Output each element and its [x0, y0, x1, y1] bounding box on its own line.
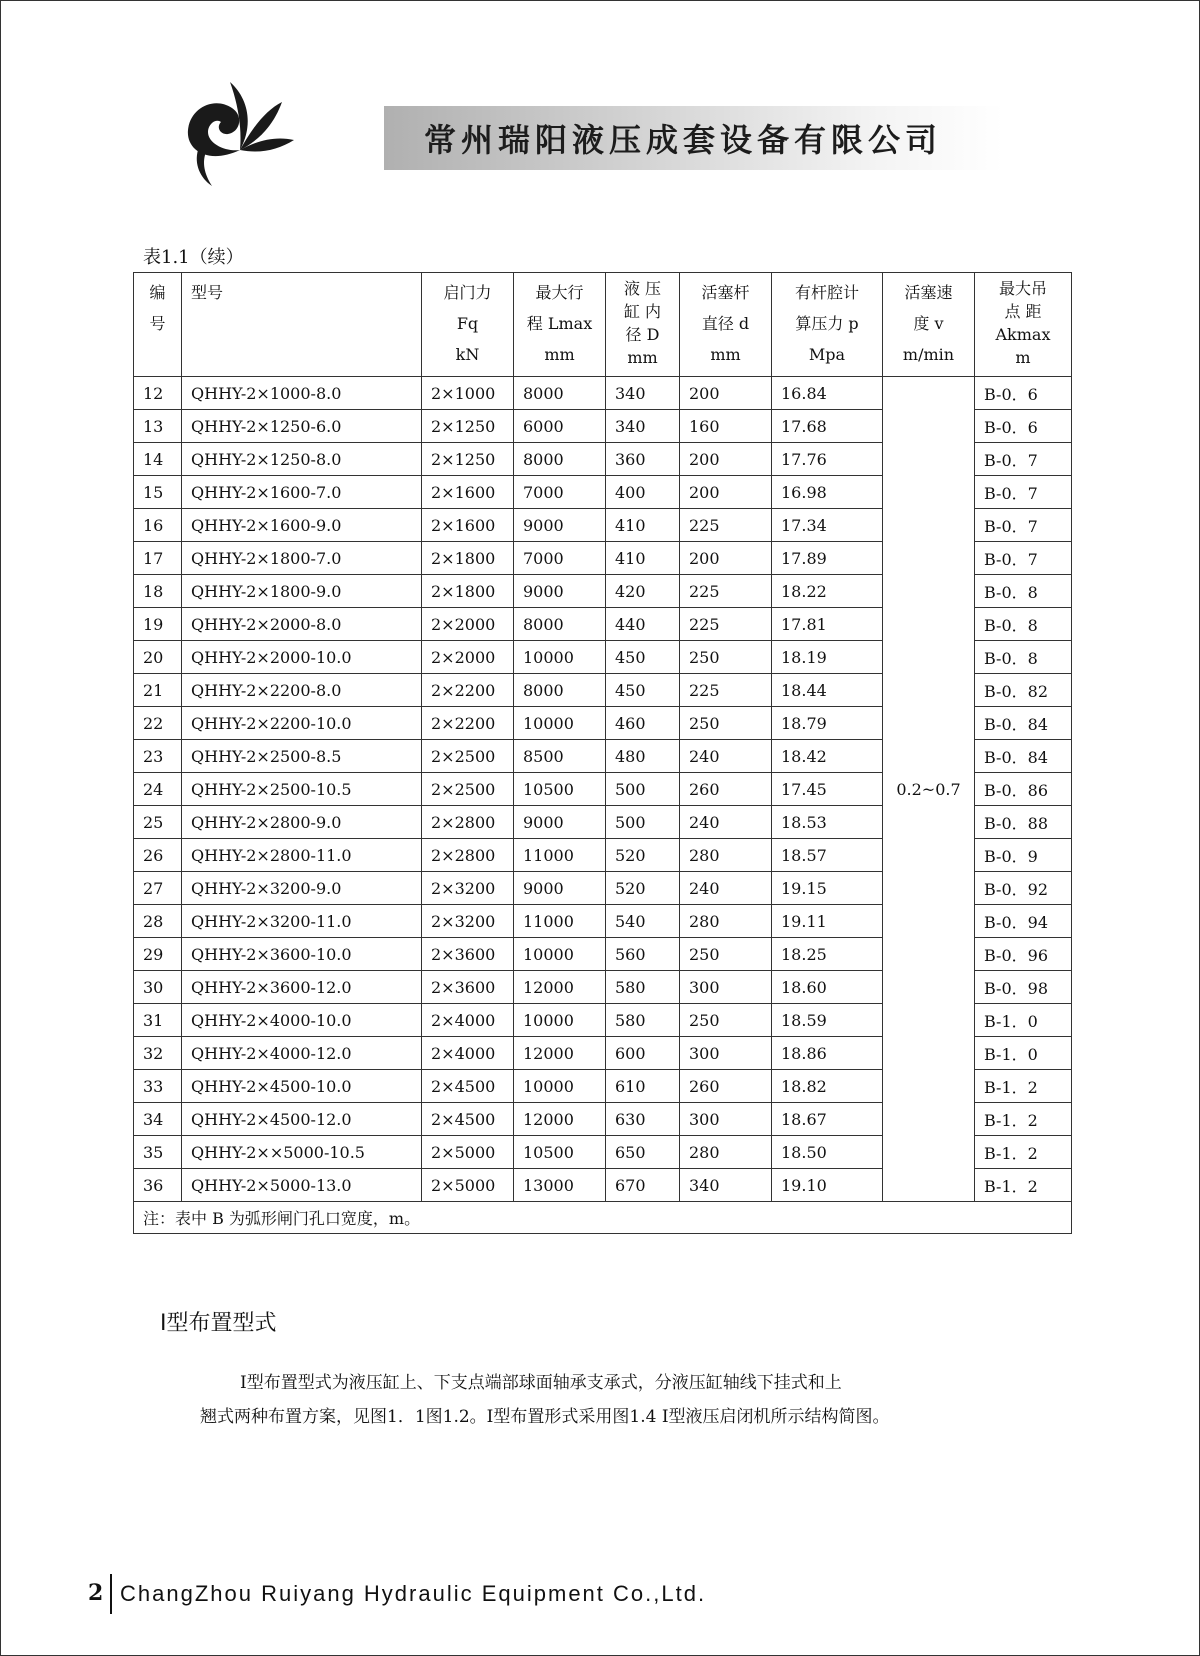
cell-rod: 280	[680, 905, 772, 938]
cell-pressure: 18.19	[772, 641, 883, 674]
cell-stroke: 10000	[514, 641, 606, 674]
cell-stroke: 9000	[514, 872, 606, 905]
cell-bore: 410	[606, 509, 680, 542]
cell-force: 2×2000	[422, 641, 514, 674]
header-bore: 液 压 缸 内 径 D mm	[606, 273, 680, 377]
cell-rod: 250	[680, 938, 772, 971]
cell-stroke: 12000	[514, 1037, 606, 1070]
cell-no: 31	[134, 1004, 182, 1037]
cell-bore: 630	[606, 1103, 680, 1136]
cell-span: B-0．82	[975, 674, 1072, 707]
cell-span: B-0．94	[975, 905, 1072, 938]
cell-span: B-1．0	[975, 1004, 1072, 1037]
cell-model: QHHY-2×4000-12.0	[182, 1037, 422, 1070]
cell-bore: 650	[606, 1136, 680, 1169]
cell-pressure: 18.67	[772, 1103, 883, 1136]
cell-model: QHHY-2×4000-10.0	[182, 1004, 422, 1037]
cell-no: 25	[134, 806, 182, 839]
cell-span: B-0．8	[975, 575, 1072, 608]
cell-span: B-0．92	[975, 872, 1072, 905]
cell-span: B-0．7	[975, 443, 1072, 476]
cell-stroke: 12000	[514, 1103, 606, 1136]
cell-bore: 520	[606, 839, 680, 872]
company-name-en: ChangZhou Ruiyang Hydraulic Equipment Co.,Ltd.	[120, 1581, 707, 1606]
cell-model: QHHY-2×2200-10.0	[182, 707, 422, 740]
cell-force: 2×2800	[422, 839, 514, 872]
cell-stroke: 10000	[514, 938, 606, 971]
cell-rod: 250	[680, 707, 772, 740]
cell-model: QHHY-2×1800-7.0	[182, 542, 422, 575]
cell-force: 2×2500	[422, 740, 514, 773]
cell-force: 2×2800	[422, 806, 514, 839]
cell-force: 2×4500	[422, 1070, 514, 1103]
table-header-row	[134, 273, 1072, 377]
cell-force: 2×3600	[422, 938, 514, 971]
cell-pressure: 18.22	[772, 575, 883, 608]
header-span: 最大吊 点 距 Akmax m	[975, 273, 1072, 377]
cell-bore: 440	[606, 608, 680, 641]
cell-span: B-0．9	[975, 839, 1072, 872]
cell-span: B-0．8	[975, 608, 1072, 641]
cell-no: 28	[134, 905, 182, 938]
cell-span: B-1．2	[975, 1070, 1072, 1103]
spec-table	[133, 272, 1072, 1234]
cell-rod: 260	[680, 773, 772, 806]
cell-rod: 340	[680, 1169, 772, 1202]
cell-force: 2×2500	[422, 773, 514, 806]
cell-stroke: 8000	[514, 377, 606, 410]
cell-force: 2×4500	[422, 1103, 514, 1136]
cell-bore: 460	[606, 707, 680, 740]
cell-stroke: 9000	[514, 806, 606, 839]
cell-pressure: 18.79	[772, 707, 883, 740]
cell-bore: 610	[606, 1070, 680, 1103]
cell-rod: 200	[680, 542, 772, 575]
cell-bore: 480	[606, 740, 680, 773]
cell-span: B-0．84	[975, 740, 1072, 773]
paragraph-line-1: Ⅰ型布置型式为液压缸上、下支点端部球面轴承支承式，分液压缸轴线下挂式和上	[240, 1373, 842, 1393]
cell-force: 2×5000	[422, 1169, 514, 1202]
cell-pressure: 18.25	[772, 938, 883, 971]
cell-no: 29	[134, 938, 182, 971]
cell-model: QHHY-2×2500-8.5	[182, 740, 422, 773]
cell-pressure: 16.84	[772, 377, 883, 410]
cell-pressure: 18.59	[772, 1004, 883, 1037]
cell-rod: 225	[680, 674, 772, 707]
cell-stroke: 10000	[514, 1070, 606, 1103]
cell-bore: 670	[606, 1169, 680, 1202]
cell-rod: 200	[680, 443, 772, 476]
cell-no: 33	[134, 1070, 182, 1103]
cell-bore: 600	[606, 1037, 680, 1070]
cell-model: QHHY-2×2800-11.0	[182, 839, 422, 872]
cell-force: 2×2000	[422, 608, 514, 641]
cell-force: 2×3200	[422, 905, 514, 938]
cell-bore: 580	[606, 1004, 680, 1037]
cell-model: QHHY-2×5000-13.0	[182, 1169, 422, 1202]
cell-bore: 520	[606, 872, 680, 905]
cell-no: 12	[134, 377, 182, 410]
cell-pressure: 18.42	[772, 740, 883, 773]
cell-no: 17	[134, 542, 182, 575]
cell-pressure: 18.50	[772, 1136, 883, 1169]
cell-force: 2×2200	[422, 707, 514, 740]
cell-stroke: 8500	[514, 740, 606, 773]
cell-force: 2×4000	[422, 1004, 514, 1037]
cell-force: 2×3600	[422, 971, 514, 1004]
cell-no: 30	[134, 971, 182, 1004]
cell-no: 16	[134, 509, 182, 542]
cell-span: B-0．7	[975, 542, 1072, 575]
cell-pressure: 18.86	[772, 1037, 883, 1070]
cell-pressure: 17.81	[772, 608, 883, 641]
cell-model: QHHY-2×2500-10.5	[182, 773, 422, 806]
section-title: Ⅰ型布置型式	[160, 1310, 277, 1335]
company-logo-icon	[178, 80, 298, 190]
cell-force: 2×1600	[422, 509, 514, 542]
cell-model: QHHY-2××5000-10.5	[182, 1136, 422, 1169]
cell-rod: 260	[680, 1070, 772, 1103]
cell-no: 34	[134, 1103, 182, 1136]
cell-rod: 225	[680, 575, 772, 608]
cell-stroke: 9000	[514, 575, 606, 608]
cell-span: B-0．98	[975, 971, 1072, 1004]
cell-span: B-1．2	[975, 1103, 1072, 1136]
cell-span: B-0．7	[975, 509, 1072, 542]
header-no: 编 号	[134, 273, 182, 377]
cell-rod: 225	[680, 509, 772, 542]
cell-bore: 410	[606, 542, 680, 575]
company-name-cn: 常州瑞阳液压成套设备有限公司	[424, 122, 943, 158]
cell-rod: 240	[680, 872, 772, 905]
header-stroke: 最大行 程 Lmax mm	[514, 273, 606, 377]
cell-bore: 340	[606, 377, 680, 410]
cell-stroke: 8000	[514, 674, 606, 707]
cell-no: 21	[134, 674, 182, 707]
paragraph-line-2: 翘式两种布置方案，见图1．1图1.2。Ⅰ型布置形式采用图1.4 Ⅰ型液压启闭机所示结构简图。	[200, 1407, 890, 1427]
cell-no: 13	[134, 410, 182, 443]
cell-no: 15	[134, 476, 182, 509]
header-speed: 活塞速 度 v m/min	[883, 273, 975, 377]
cell-pressure: 19.15	[772, 872, 883, 905]
cell-model: QHHY-2×1800-9.0	[182, 575, 422, 608]
cell-span: B-1．2	[975, 1136, 1072, 1169]
cell-model: QHHY-2×1600-7.0	[182, 476, 422, 509]
cell-span: B-1．2	[975, 1169, 1072, 1202]
cell-stroke: 10500	[514, 773, 606, 806]
cell-no: 18	[134, 575, 182, 608]
cell-pressure: 18.82	[772, 1070, 883, 1103]
cell-stroke: 7000	[514, 542, 606, 575]
cell-pressure: 17.68	[772, 410, 883, 443]
cell-bore: 420	[606, 575, 680, 608]
cell-span: B-0．88	[975, 806, 1072, 839]
cell-stroke: 13000	[514, 1169, 606, 1202]
cell-model: QHHY-2×1600-9.0	[182, 509, 422, 542]
cell-rod: 240	[680, 740, 772, 773]
cell-no: 36	[134, 1169, 182, 1202]
cell-pressure: 18.53	[772, 806, 883, 839]
cell-span: B-1．0	[975, 1037, 1072, 1070]
cell-rod: 200	[680, 377, 772, 410]
cell-stroke: 9000	[514, 509, 606, 542]
cell-force: 2×3200	[422, 872, 514, 905]
cell-stroke: 8000	[514, 608, 606, 641]
cell-pressure: 19.11	[772, 905, 883, 938]
cell-no: 14	[134, 443, 182, 476]
cell-bore: 340	[606, 410, 680, 443]
table-note-row	[134, 1202, 1072, 1234]
cell-no: 24	[134, 773, 182, 806]
cell-no: 32	[134, 1037, 182, 1070]
cell-no: 20	[134, 641, 182, 674]
footer-divider	[110, 1574, 112, 1614]
cell-span: B-0．6	[975, 410, 1072, 443]
cell-force: 2×1250	[422, 443, 514, 476]
cell-model: QHHY-2×2000-8.0	[182, 608, 422, 641]
cell-rod: 240	[680, 806, 772, 839]
cell-model: QHHY-2×1000-8.0	[182, 377, 422, 410]
cell-rod: 250	[680, 641, 772, 674]
cell-stroke: 11000	[514, 905, 606, 938]
cell-span: B-0．96	[975, 938, 1072, 971]
cell-model: QHHY-2×1250-8.0	[182, 443, 422, 476]
header-pressure: 有杆腔计 算压力 p Mpa	[772, 273, 883, 377]
cell-pressure: 18.44	[772, 674, 883, 707]
cell-span: B-0．7	[975, 476, 1072, 509]
cell-rod: 225	[680, 608, 772, 641]
cell-pressure: 18.60	[772, 971, 883, 1004]
cell-stroke: 10000	[514, 707, 606, 740]
header-force: 启门力 Fq kN	[422, 273, 514, 377]
cell-no: 23	[134, 740, 182, 773]
cell-model: QHHY-2×2800-9.0	[182, 806, 422, 839]
cell-rod: 300	[680, 1103, 772, 1136]
cell-bore: 450	[606, 674, 680, 707]
page-number: 2	[88, 1580, 104, 1606]
cell-rod: 160	[680, 410, 772, 443]
table-body	[134, 377, 1072, 1202]
header-model: 型号	[182, 273, 422, 377]
cell-pressure: 17.76	[772, 443, 883, 476]
cell-force: 2×2200	[422, 674, 514, 707]
cell-force: 2×5000	[422, 1136, 514, 1169]
table-note: 注：表中 B 为弧形闸门孔口宽度，m。	[134, 1202, 1072, 1234]
cell-model: QHHY-2×3200-11.0	[182, 905, 422, 938]
cell-no: 35	[134, 1136, 182, 1169]
cell-rod: 250	[680, 1004, 772, 1037]
cell-no: 22	[134, 707, 182, 740]
cell-force: 2×1800	[422, 575, 514, 608]
cell-bore: 580	[606, 971, 680, 1004]
cell-model: QHHY-2×2200-8.0	[182, 674, 422, 707]
cell-model: QHHY-2×3600-10.0	[182, 938, 422, 971]
table-row	[134, 377, 1072, 410]
cell-no: 19	[134, 608, 182, 641]
cell-stroke: 10000	[514, 1004, 606, 1037]
cell-pressure: 17.45	[772, 773, 883, 806]
cell-rod: 300	[680, 971, 772, 1004]
cell-rod: 200	[680, 476, 772, 509]
cell-bore: 540	[606, 905, 680, 938]
cell-pressure: 19.10	[772, 1169, 883, 1202]
cell-model: QHHY-2×4500-12.0	[182, 1103, 422, 1136]
table-caption: 表1.1（续）	[143, 247, 244, 268]
cell-pressure: 17.34	[772, 509, 883, 542]
cell-stroke: 8000	[514, 443, 606, 476]
cell-model: QHHY-2×4500-10.0	[182, 1070, 422, 1103]
cell-stroke: 10500	[514, 1136, 606, 1169]
cell-rod: 280	[680, 1136, 772, 1169]
cell-stroke: 12000	[514, 971, 606, 1004]
cell-bore: 400	[606, 476, 680, 509]
cell-pressure: 16.98	[772, 476, 883, 509]
cell-span: B-0．86	[975, 773, 1072, 806]
cell-bore: 560	[606, 938, 680, 971]
cell-force: 2×1000	[422, 377, 514, 410]
cell-span: B-0．8	[975, 641, 1072, 674]
cell-bore: 450	[606, 641, 680, 674]
cell-stroke: 11000	[514, 839, 606, 872]
cell-no: 26	[134, 839, 182, 872]
cell-no: 27	[134, 872, 182, 905]
cell-bore: 500	[606, 806, 680, 839]
cell-speed: 0.2~0.7	[883, 377, 975, 1202]
header-rod: 活塞杆 直径 d mm	[680, 273, 772, 377]
cell-pressure: 18.57	[772, 839, 883, 872]
cell-model: QHHY-2×3200-9.0	[182, 872, 422, 905]
cell-bore: 360	[606, 443, 680, 476]
cell-force: 2×1250	[422, 410, 514, 443]
cell-model: QHHY-2×1250-6.0	[182, 410, 422, 443]
cell-rod: 300	[680, 1037, 772, 1070]
cell-rod: 280	[680, 839, 772, 872]
cell-model: QHHY-2×2000-10.0	[182, 641, 422, 674]
cell-force: 2×1600	[422, 476, 514, 509]
cell-stroke: 6000	[514, 410, 606, 443]
cell-bore: 500	[606, 773, 680, 806]
cell-span: B-0．84	[975, 707, 1072, 740]
cell-span: B-0．6	[975, 377, 1072, 410]
cell-pressure: 17.89	[772, 542, 883, 575]
cell-stroke: 7000	[514, 476, 606, 509]
cell-force: 2×1800	[422, 542, 514, 575]
cell-model: QHHY-2×3600-12.0	[182, 971, 422, 1004]
cell-force: 2×4000	[422, 1037, 514, 1070]
